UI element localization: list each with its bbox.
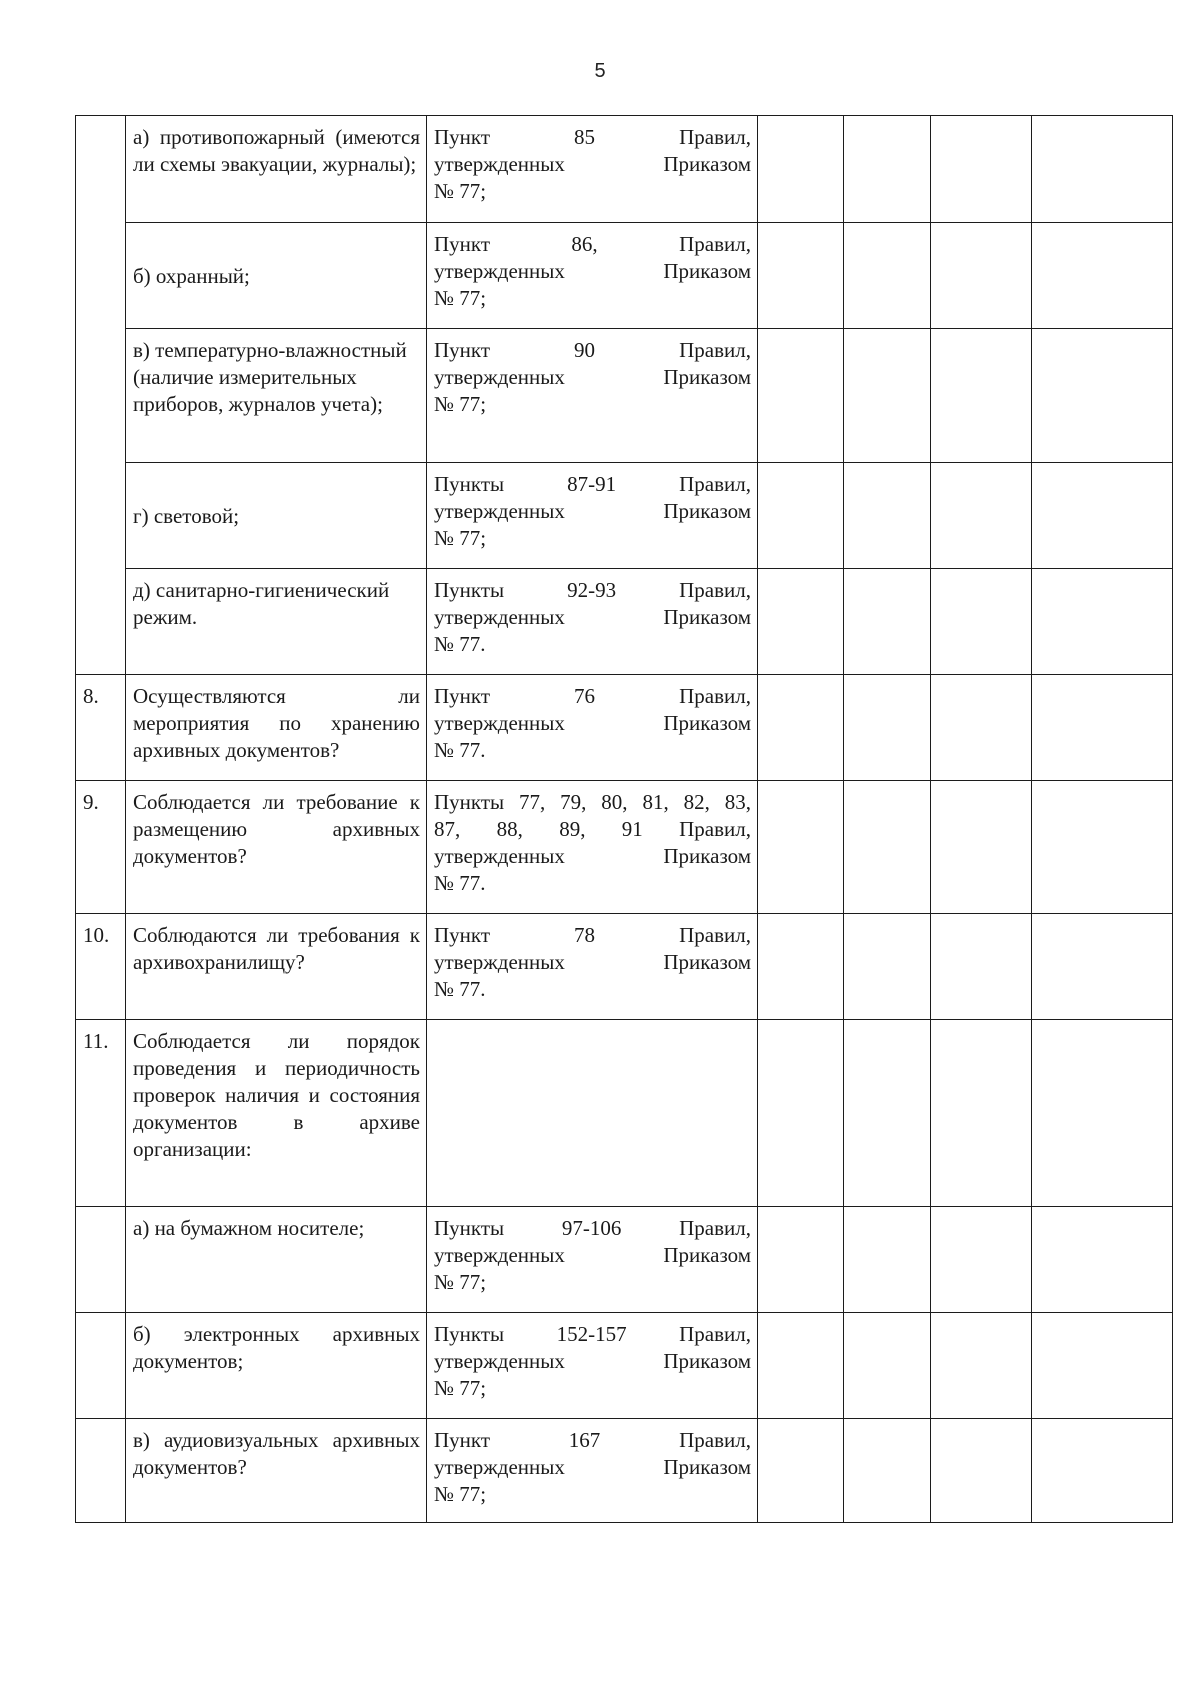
table-row	[76, 914, 1173, 1020]
requirement-text: в) температурно-влажностный (наличие измерительных приборов, журналов учета);	[126, 329, 427, 463]
answer-na-cell[interactable]	[931, 569, 1032, 675]
reference-line: утвержденных Приказом	[434, 259, 751, 283]
reference-line: утвержденных Приказом	[434, 1349, 751, 1373]
requirement-text: Осуществляются ли мероприятия по хранению архивных документов?	[126, 675, 427, 781]
table-row	[76, 1313, 1173, 1419]
note-cell[interactable]	[1032, 1020, 1173, 1207]
reference-line: № 77;	[434, 1270, 487, 1294]
requirement-text: в) аудиовизуальных архивных документов?	[126, 1419, 427, 1523]
legal-reference	[427, 1207, 758, 1313]
row-number	[76, 329, 126, 463]
reference-line: № 77.	[434, 632, 486, 656]
answer-yes-cell[interactable]	[758, 569, 844, 675]
legal-reference	[427, 1020, 758, 1207]
reference-line: Пункты 97-106 Правил,	[434, 1216, 751, 1240]
answer-yes-cell[interactable]	[758, 675, 844, 781]
answer-no-cell[interactable]	[844, 116, 931, 223]
legal-reference	[427, 329, 758, 463]
table-row	[76, 781, 1173, 914]
reference-line: № 77;	[434, 1376, 487, 1400]
answer-no-cell[interactable]	[844, 569, 931, 675]
table-row	[76, 463, 1173, 569]
answer-no-cell[interactable]	[844, 329, 931, 463]
table-row	[76, 569, 1173, 675]
answer-na-cell[interactable]	[931, 1313, 1032, 1419]
answer-yes-cell[interactable]	[758, 1020, 844, 1207]
reference-line: Пункт 167 Правил,	[434, 1428, 751, 1452]
note-cell[interactable]	[1032, 116, 1173, 223]
legal-reference	[427, 675, 758, 781]
table-row	[76, 116, 1173, 223]
reference-line: № 77.	[434, 871, 486, 895]
note-cell[interactable]	[1032, 1419, 1173, 1523]
row-number: 9.	[76, 781, 126, 914]
requirement-text: д) санитарно-гигиенический режим.	[126, 569, 427, 675]
page-number: 5	[594, 60, 606, 82]
row-number	[76, 223, 126, 329]
reference-line: Пункт 86, Правил,	[434, 232, 751, 256]
requirement-text: б) охранный;	[126, 223, 427, 329]
requirement-text: б) электронных архивных документов;	[126, 1313, 427, 1419]
answer-na-cell[interactable]	[931, 781, 1032, 914]
legal-reference	[427, 1313, 758, 1419]
row-number	[76, 1419, 126, 1523]
answer-na-cell[interactable]	[931, 329, 1032, 463]
answer-yes-cell[interactable]	[758, 1419, 844, 1523]
reference-line: № 77.	[434, 977, 486, 1001]
answer-no-cell[interactable]	[844, 1207, 931, 1313]
reference-line: Пункты 152-157 Правил,	[434, 1322, 751, 1346]
answer-no-cell[interactable]	[844, 223, 931, 329]
reference-line: утвержденных Приказом	[434, 950, 751, 974]
requirement-text: а) на бумажном носителе;	[126, 1207, 427, 1313]
answer-no-cell[interactable]	[844, 675, 931, 781]
legal-reference	[427, 116, 758, 223]
table-row	[76, 1419, 1173, 1523]
table-row	[76, 223, 1173, 329]
reference-line: № 77;	[434, 526, 487, 550]
answer-na-cell[interactable]	[931, 675, 1032, 781]
answer-yes-cell[interactable]	[758, 329, 844, 463]
table-row	[76, 329, 1173, 463]
table-row	[76, 1207, 1173, 1313]
row-number	[76, 1207, 126, 1313]
reference-line: утвержденных Приказом	[434, 365, 751, 389]
answer-yes-cell[interactable]	[758, 1313, 844, 1419]
reference-line: № 77;	[434, 1482, 487, 1506]
legal-reference	[427, 1419, 758, 1523]
legal-reference	[427, 914, 758, 1020]
legal-reference	[427, 569, 758, 675]
note-cell[interactable]	[1032, 329, 1173, 463]
reference-line: утвержденных Приказом	[434, 152, 751, 176]
row-number	[76, 116, 126, 223]
note-cell[interactable]	[1032, 781, 1173, 914]
answer-yes-cell[interactable]	[758, 116, 844, 223]
answer-no-cell[interactable]	[844, 1313, 931, 1419]
reference-line: утвержденных Приказом	[434, 1243, 751, 1267]
row-number: 8.	[76, 675, 126, 781]
reference-line: № 77;	[434, 392, 487, 416]
reference-line: Пункты 92-93 Правил,	[434, 578, 751, 602]
answer-no-cell[interactable]	[844, 914, 931, 1020]
answer-yes-cell[interactable]	[758, 223, 844, 329]
reference-line: Пункт 85 Правил,	[434, 125, 751, 149]
reference-line: Пункт 90 Правил,	[434, 338, 751, 362]
row-number: 11.	[76, 1020, 126, 1207]
answer-na-cell[interactable]	[931, 1020, 1032, 1207]
note-cell[interactable]	[1032, 914, 1173, 1020]
note-cell[interactable]	[1032, 1313, 1173, 1419]
reference-line: № 77;	[434, 286, 487, 310]
table-row	[76, 1020, 1173, 1207]
row-number	[76, 1313, 126, 1419]
row-number	[76, 463, 126, 569]
requirement-text: г) световой;	[126, 463, 427, 569]
answer-yes-cell[interactable]	[758, 781, 844, 914]
note-cell[interactable]	[1032, 569, 1173, 675]
note-cell[interactable]	[1032, 1207, 1173, 1313]
answer-na-cell[interactable]	[931, 1419, 1032, 1523]
note-cell[interactable]	[1032, 223, 1173, 329]
row-number: 10.	[76, 914, 126, 1020]
requirement-text: Соблюдаются ли требования к архивохранилищу?	[126, 914, 427, 1020]
reference-line: 87, 88, 89, 91 Правил,	[434, 817, 751, 841]
reference-line: Пункты 77, 79, 80, 81, 82, 83,	[434, 790, 751, 814]
legal-reference	[427, 781, 758, 914]
reference-line: № 77;	[434, 179, 487, 203]
answer-na-cell[interactable]	[931, 463, 1032, 569]
answer-na-cell[interactable]	[931, 1207, 1032, 1313]
reference-line: Пункты 87-91 Правил,	[434, 472, 751, 496]
note-cell[interactable]	[1032, 463, 1173, 569]
requirement-text: Соблюдается ли требование к размещению архивных документов?	[126, 781, 427, 914]
reference-line: Пункт 76 Правил,	[434, 684, 751, 708]
answer-yes-cell[interactable]	[758, 463, 844, 569]
answer-na-cell[interactable]	[931, 914, 1032, 1020]
requirement-text: Соблюдается ли порядок проведения и периодичность проверок наличия и состояния документов в архиве организации:	[126, 1020, 427, 1207]
reference-line: утвержденных Приказом	[434, 1455, 751, 1479]
reference-line: № 77.	[434, 738, 486, 762]
answer-na-cell[interactable]	[931, 116, 1032, 223]
answer-na-cell[interactable]	[931, 223, 1032, 329]
reference-line: утвержденных Приказом	[434, 844, 751, 868]
requirement-text: а) противопожарный (имеются ли схемы эвакуации, журналы);	[126, 116, 427, 223]
answer-no-cell[interactable]	[844, 1020, 931, 1207]
reference-line: утвержденных Приказом	[434, 711, 751, 735]
checklist-table	[75, 115, 1173, 1523]
legal-reference	[427, 463, 758, 569]
answer-no-cell[interactable]	[844, 1419, 931, 1523]
note-cell[interactable]	[1032, 675, 1173, 781]
reference-line: Пункт 78 Правил,	[434, 923, 751, 947]
table-row	[76, 675, 1173, 781]
row-number	[76, 569, 126, 675]
answer-yes-cell[interactable]	[758, 1207, 844, 1313]
legal-reference	[427, 223, 758, 329]
answer-no-cell[interactable]	[844, 463, 931, 569]
answer-yes-cell[interactable]	[758, 914, 844, 1020]
reference-line: утвержденных Приказом	[434, 499, 751, 523]
answer-no-cell[interactable]	[844, 781, 931, 914]
reference-line: утвержденных Приказом	[434, 605, 751, 629]
